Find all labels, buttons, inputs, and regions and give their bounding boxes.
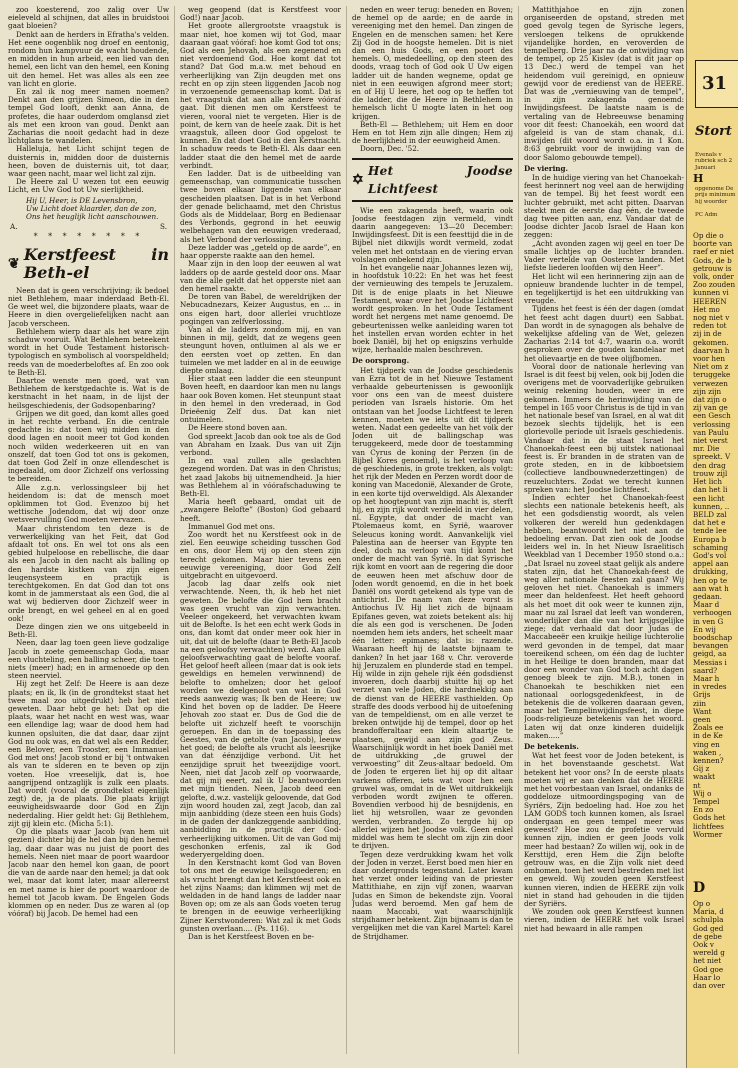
paragraph: In het evangelie naar Johannes lezen wij, in hoofdstuk 10:22: En het was het feest der vernieuwing des tempels te Jeruzalem. Dit is de enige plaats in het Nieuwe Testament, waar over het Joodse Lichtfeest wordt gesproken. In het Oude Testament wordt het nergens met name genoemd. De gebeurtenissen welke aanleiding waren tot het instellen ervan worden echter in het boek Daniël, bij het op enigszins verhulde wijze, herhaalde malen beschreven. (352, 263, 513, 355)
text-line: den drag (693, 460, 726, 470)
text-line: tende lee (693, 526, 727, 536)
text-line: En zo (693, 805, 714, 815)
text-line: Zoals ee (693, 723, 724, 733)
paragraph: Jacob lag daar zelfs ook niet verwachtende. Neen, th, ik heb het niet geweten. De belofte die God hem bracht was geen vrucht van zijn verwachten. Veeleer ongekeerd, het verwachten kwam uit de Belofte. Is het een echt werk Gods in ons, dan komt dat onder meer ook hier in uit, dat uit de belofte (daar te Beth-El Jacob na een geloofsy verwachten) werd. Aan alle geloofsverwachting gaat de belofte vooraf. Het geloof heeft alleen (maar dat is ook iets geweldigs en hemelen verwinnend) de belofte to omhelzen; door het geloof worden we deelgenoot van wat in God reeds aanwezig was; Ik ben de Heere; uw Kind het boven op de ladder. De Heere Jehovah zoo staat er. Dus de God die de belofte uit zichzelf heeft te voorschijn geroepen. En dan in de toepassing des Geestes, van de getolte (van Jacob), leeuw het goed; de belofte als vrucht als leesrijke van dat éénzijdige verbond. Uit het eenzijdige spruit het tweezijdige voort. Neen, niet dat Jacob zelf op voorwaarde, dat gij mij eeert, zal ik U beantwoorden met mijn tienden. Neen, Jacob deed een gelofte, d.w.z. vastelijk geloovende, dat God zijn woord houden zal, zegt Jacob, dan zal mijn aanbidding (deze steen een huis Gods) in de gaden der dankzeggende aanbidding, aanbidding in de practijk der God-verheerlijking uitkomen. Uit de van God mij geschonken erfenis, zal ik God wederyergelding doen. (180, 579, 341, 859)
adjacent-text (693, 900, 737, 990)
text-line: gekomen. (693, 337, 729, 347)
paragraph: Het groote allergrootste vraagstuk is maar niet, hoe komen wij tot God, maar daaraan gaat vóóraf: hoe komt God tot ons; God als een Jehovah, als een zegenend en niet verdoemend God. Hoe komt dat tot stand? Dat God m.a.w. met behoud en verheerlijking van Zijn deugden met ons recht en op zijn steen liggenden Jacob nog in verzoenende gemeenschap komt. Dat is het vraagstuk dat aan alle andere vóóraf gaat. Dit dienen men om Kerstfeest te vieren, vooral niet te vergeten. Hier is de point, de kern van de heele zaak. Dit is het vraagstuk, alleen door God opgelost te kunnen. En dat doet God in den Kerstnacht. In schaduw reeds te Beth-El. Als daar een ladder staat die den hemel met de aarde verbindt. (180, 21, 341, 170)
poem-line: Ons het heuglijk licht aanschouwen. (26, 212, 159, 222)
headline-kerstfeest-text: Kerstfeest in Beth-el (23, 244, 169, 282)
subheading-oorsprong: De oorsprong. (352, 356, 410, 366)
paragraph: Bethlehem wierp daar als het ware zijn schaduw vooruit. Wat Bethlehem beteekent wordt in het Oude Testament historisch-typologisch en symbolisch al voorspeldheld; reeds van de moederbeloftes af. En zoo ook te Beth-El. (8, 326, 169, 377)
paragraph: Tegen deze verdrukking kwam het volk der Joden in verzet. Eerst boed men hier en daar ondergronds tegenstand. Later kwam het verzet onder leiding van de priester Mattithiahe, en zijn vijf zonen, waarvan Judas en Simon de bekendste zijn. Vooral Judas werd beroemd. Men gaf hem de naam Maccabi, wat waarschijnlijk strijdhamer betekent. Zijn bijnaam is dan te vergelijken met die van Karel Martel: Karel de Strijdhamer. (352, 849, 513, 941)
text-line: zij in de (693, 329, 722, 339)
paragraph: Indien echter het Chanoekah-feest slechts een nationale betekenis heeft, als het een godsdienstig woordt, als velen volkeren der wereld hun gedenkdagen hebben, beantwoordt het niet aan de bedoeling ervan. Dat zien ook de Joodse leiders wel in. In het Nieuw Israelitisch Weekblad van 1 December 1950 stond o.a.: „Dat Israel nu zoveel staat gelijk als andere staten zijn, dat het Chanoekah-feest de weg aller nationale feesten zal gaan? Wij geloven het niet. Chanoekah is immers meer dan heldenfeest. Het heeft gehoord als het moet dit ook weer te kunnen zijn, maar nu zal Israel dat leeft van wonderen, wonderlijker dan die van het krijgsgelijke ziege; dat verhaald dat door Judas de Maccabeeër een kruikje heilige luchterolie werd gevonden in de tempel, dat maar toereikend scheen, om één dag de luchter in het Heilige te doen branden, maar dat door een wonder van God toch acht dagen genoeg bleek te zijn. M.B.), tonen in Chanoekah te beschikken niet een nationaal oorlogsgedenkfeest, in de betekenis die de volkeren daaraan geven, maar het Tempelinwijdingsfeest, in diepe Joods-religieuze betekenis van het woord. Laten wij dat onze kinderen duidelijk maken.....” (524, 492, 684, 740)
paragraph: In de huidige viering van het Chanoekah-feest herinnert nog veel aan de herwijding van de tempel. Bij het feest wordt een luchter gebruikt, met acht pitten. Daarvan steekt men de eerste dag één, de tweede dag twee pitten aan, enz. Vandaar dat de Joodse dichter Jacob Israel de Haan kon zeggen: (524, 173, 684, 240)
text-line: waakt (693, 772, 715, 782)
text-line: boorte van (693, 239, 733, 249)
text-line: dat het e (693, 518, 726, 528)
text-line: het niet (693, 956, 722, 966)
paragraph: Grijpen we dit goed, dan komt alles goed in het rechte verband. En die centrale gedachte is: dat toen wij midden in den dood lagen en nooit meer tot God konden noch wilden wederkeeren uit en van onszelf, dat toen God tot ons is gekomen, dat toen God Zelf in onze ellendeschet is ingedaald, om door Zichzelf ons verlossing te bereiden. (8, 408, 169, 484)
text-line: HEEREN (693, 296, 727, 306)
poem-line: Uw Licht doet klaarder, dan de zon, (26, 203, 157, 213)
paragraph: Deze dingen zien we ons uitgebeeld in Beth-El. (8, 622, 169, 640)
paragraph: Zoo wordt het nu Kerstfeest ook in de ziel. Een eeuwige scheiding tusschen God en ons, door Hem vij op den steen zijn terecht gekomen. Maar hier tevens een eeuwige vereeniging, door God Zelf uitgebracht en uitgevoerd. (180, 530, 341, 581)
text-line: kunnen, .. (693, 501, 730, 511)
text-line: verhoogen (693, 608, 732, 618)
paragraph: De Heere stond boven aan. (188, 423, 288, 433)
column-2 (180, 6, 341, 1054)
text-line: de gebe (693, 931, 722, 941)
paragraph: Wat het feest voor de Joden betekent, is in het bovenstaande geschetst. Wat betekent het voor ons? In de eerste plaats moeten wij er aan denken dat de HEERE met het voorbestaan van Israel, ondanks de goddeloze uitmoordingspoging van de Syriërs, Zijn bedoeling had. Hoe zou het LAM GODS toch kunnen komen, als Israel ondergaan en geen tempel meer was geweest? Hoe zou de profetie vervuld kunnen zijn, indien er geen Joods volk meer had bestaan? Zo willen wij, ook in de Kersttijd, eren Hem die Zijn belofte getrouw was, en die Zijn volk niet deed ombomen, toen het werd bestreden met list en geweld. Wij zouden geen Kerstfeest kunnen vieren, indien de HEERE zijn volk niet in stand had gehouden in die tijden der Syriërs. (524, 751, 684, 908)
adjacent-text (693, 232, 737, 839)
text-line: dan het li (693, 485, 728, 495)
paragraph: Van al de ladders zondom mij, en van binnen in mij, geldt, dat ze wegens geen steungunt hoven, ontluimen al als we er den eersten voet op zetten. En dan tuimelen we met ladder en al in de eeuwige diepte omlaag. (180, 324, 341, 375)
text-line: reden tot (693, 321, 727, 331)
text-line: niet verst (693, 436, 728, 446)
paragraph: „Acht avonden zagen wij geel en toer De smalle lichtjes op de luchter branden. Vader vertelde van Oosterse landen. Met liefste liederen loofden wij den Heer”. (524, 238, 684, 273)
text-line: wereld g (693, 948, 725, 958)
paragraph: weg geopend (dat is Kerstfeest voor God!) naar Jacob. (180, 6, 341, 23)
text-line: daarvan h (693, 345, 730, 355)
paragraph: Halleluja, het Licht schijnt tegen de duisternis in, midden door de duisternis heen, boven de duisternis uit, tot daar, waar geen nacht, maar wel licht zal zijn. (8, 144, 169, 179)
text-line: geigd, aa (693, 649, 727, 659)
text-line: trouw zijl (693, 468, 728, 478)
text-line: BELD zal (693, 509, 727, 519)
paragraph: Beth-El — Bethlehem; uit Hem en door Hem en tot Hem zijn alle dingen; Hem zij de heerlijkheid in der eeuwigheid Amen. (352, 119, 513, 146)
text-line: Niet om z (693, 362, 729, 372)
paragraph: We zouden ook geen Kerstfeest kunnen vieren, indien de HEERE het volk Israel niet had bewaard in alle rampen (524, 907, 684, 933)
paragraph: Op die plaats waar Jacob (van hem uit gezien) dichter bij de hel dan bij den hemel lag, daar daar was nu juist de poort des hemels. Neen niet maar de poort waardoor Jacob naar den hemel kon gaan, de poort die van de aarde naar den hemel; ja dat ook wel, maar dat komt later, maar allereerst en met name is hier de poort waardoor de hemel tot Jacob kwam. De Engelen Gods klommen op en neder. Dus ze waren al (op vóóraf) bij Jacob. De hemel had een (8, 827, 169, 919)
text-line: Maria, d (693, 907, 724, 917)
text-line: Haar lo (693, 972, 721, 982)
paragraph: In den Kerstnacht komt God van Boven tot ons met de eeuwige heilsgoederen; en als vrucht brengt dan het Kerstfeest ook en het zijns Naams; dan klimmen wij met de weldaden in de hand langs de ladder naar Boven op; om ze als aan Gods voeten terug te brengen in de eeuwige verheerlijking Zijner Kerstwonderen: Wat zal ik met Gods gunsten overlaan.... (Ps. 116). (180, 858, 341, 933)
paragraph: Alle z.g.n. verlossingsleer bij het heidendom is: dat de mensch moet opklimmen tot God. Evenzoo bij het wettische Jodendom, dat wij door onze wetsvervulling God moeten vervazen. (8, 482, 169, 525)
headline-kerstfeest (8, 246, 169, 282)
column-4-body (524, 6, 684, 162)
column-2-body (180, 6, 341, 941)
paragraph: neden en weer terug: beneden en Boven; de hemel op de aarde; en de aarde in vereeniging met den hemel. Dan zingen de Engelen en de menschen samen: het Kere Zij God in de hoogste hemelen. Dit is niet dan een huis Gods, en een poort des hemels. O, mededeelling, op den steen des doods, vraag toch of God ook U Uw eigen ladder uit de handen wegneme, opdat ge niet in een eeuwigen afgrond meer stort; en of Hij U leere, het oog op te heffen tot die ladder, die de Heere in Bethlehem in hemelsch licht U mogte laten in het oog krijgen. (352, 6, 513, 121)
text-line: Grijs (693, 690, 711, 700)
text-line: verlossing (693, 419, 731, 429)
column-divider (518, 6, 519, 1054)
paragraph: zoo koesterend, zoo zalig over Uw eieleveld al schijnen, dat alles in bruidstooi gaat bloeien? (8, 6, 169, 31)
poem-line: Hij U, Heer, is DE Levensbron, (26, 195, 138, 205)
text-line: Wormer (693, 829, 723, 839)
paragraph: Deze ladder was „geteld op de aarde”, en haar opperste raakte aan den hemel. (180, 242, 341, 261)
column-3-body-2 (352, 367, 513, 941)
paragraph: En zal ik nog meer namen noemen? Denkt aan den grijzen Simeon, die in den tempel God looft, denkt aan Anna, de profetes, die haar ouderdom omglansd ziet als met een kroon van goud. Denkt aan Zacharias die nooit gedacht had in deze lichtglans te wandelen. (8, 87, 169, 146)
text-line: Gods het (693, 813, 726, 823)
paragraph: God spreekt Jacob dan ook toe als de God van Abraham en Izaak. Dus van uit Zijn verbond. (180, 431, 341, 457)
text-line: teruggeke (693, 370, 731, 380)
text-line: Messias i (693, 657, 727, 667)
holly-ornament-icon: ❦ (8, 255, 20, 272)
paragraph: Maar christendom ten deze is de verwerkelijking van het Feit, dat God afdaalt tot ons. En wel tot ons als een gebied hulpeloose en rebellische, die daar als een Jacob in den nacht als balling op den hardste kistken van zijn eigen leugensysteem en practijk is terechtgekomen. En dat God dan tot ons komt in de jammerstaat als een God, die al wat wij bedierven door Zichzelf weer in orde brengt, en wel geheel en al en goed ook! (8, 523, 169, 623)
column-3 (352, 6, 513, 1054)
column-1 (8, 6, 169, 1054)
paragraph: Denkt aan de herders in Efratha's velden. Het eene oogenblik nog droef en eentonig, rondom hun kampvuur de wacht houdende, en midden in hun arbeid, een lied van den hemel, een licht van den hemel, een Koning uit den hemel. Het was alles als een zee van licht en glorie. (8, 29, 169, 88)
text-line: dan over (693, 981, 725, 991)
text-line: een Gesch (693, 411, 731, 421)
paragraph: Tijdens het feest is één der dagen (omdat het feest acht dagen duurt) een Sabbat. Dan wordt in de synagogen als behalve de wekelijkse afdeling van de Wet, gelezen Zacharias 2:14 tot 4:7, waarin o.a. wordt gesproken over de gouden kandelaar met het olievaartje en de twee olijfbomen. (524, 304, 684, 363)
paragraph: Hij zegt het Zelf: De Heere is aan deze plaats; en ik, lk (in de grondtekst staat het twee maal zoo uitgedrukt) heb het niet geweten. Daar hebt ge het: Dat op die plaats, waar het nacht en west was, waar een ellendige lag; waar de dood hem had kunnen opsluiten, die dat daar, daar zijnt God nu ook was, en dat wel als een Redder, een Belover, een Trooster, een Immanuel God met ons! Jacob stond er bij 't ontwaken als van te slderen en te beven op zijn voeten. Hoe vreeselijk, dat is, hoe aangrijpend ontzaglijk is zulk een plaats. Dat wordt (vooral de grondtekst eigenlijk zegt) de, ja de plaats. Die plaats krijgt eeuwigheidswaarde door God en Zijn nederdaling. Hier geldt het: Gij Bethlehem, zijt gij klein etc. (Micha 5:1). (8, 679, 169, 828)
text-line: En wij (693, 624, 716, 634)
adjacent-note: PC Adm (695, 212, 718, 218)
paragraph: Het tijdperk van de Joodse geschiedenis van Ezra tot de in het Nieuwe Testament verhaalde gebeurtenissen is gewoonlijk voor ons een van de meest duistere perioden van Israels historie. Om het ontstaan van het Joodse Lichtfeest te leren kennen, moeten we iets uit dit tijdperk weten. Nadat een gedeelte van het volk der Joden uit de ballingschap was teruggekeerd, mede door de toestamming van Cyrus de koning der Perzen (in de Bijbel Kores genoemd), is het verloop van de geschiedenis, in grote trekken, als volgt: het rijk der Meden en Perzen wordt door de koning van Macedonië, Alexander de Grote, in een korte tijd overweldigd. Als Alexander op het hoogtepunt van zijn macht is, sterft hij, en zijn rijk wordt verdeeld in vier delen, nl. Egypte, dat onder de macht van Ptolemaeus komt, en Syrië, waarover Seleucus koning wordt. Aanvankelijk viel Palestina aan de heerser van Egypte ten deel, doch na verloop van tijd komt het onder de macht van Syrië. In dat Syrische rijk komt en voort aan de regering die door de eeuwen heen met afschuw door de Joden wordt genoemd, en die in het boek Daniël ons wordt getekend als type van de antichrist. De naam van deze vorst is Antiochus IV. Hij liet zich de bijnaam Epifanes geven, wat zoiets betekent als: hij die als een god is verschenen. De Joden noemden hem iets anders, het scheelt maar één letter: epimanes; dat is: razende. Waaraan heeft hij de laatste bijnaam te danken? In het jaar 168 v. Chr. veroverde hij Jeruzalem en plunderde stad en tempel. Hij wilde in zijn gehele rijk één godsdienst invoeren, doch daarbij stuitte hij op het verzet van vele Joden, die hardnekkig aan de dienst van de HEERE vasthielden. Op straffe des doods verbood hij de uitoefening van de tempeldienst, om en alle verzet te breken ontwijde hij de tempel, door op het brandofferaltaar een klein altaartje te plaatsen, gewijd aan zijn god Zeus. Waarschijnlijk wordt in het boek Daniël met de uitdrukking „de gruwel der verwoesting” dit Zeus-altaar bedoeld. Om de Joden te ergeren liet hij op dit altaar varkens offeren, iets wat voor hen een gruwel was, omdat in de Wet uitdrukkelijk verboden wordt zwijnen te offeren. Bovendien verbood hij de besnijdenis, en liet hij wetsrollen, waar ze gevonden werden, verbranden. Zo tergde hij op allerlei wijzen het Joodse volk. Geen enkel middel was hem te slecht om zijn zin door te drijven. (352, 365, 513, 851)
paragraph: Mattithjahoe en zijn zonen organiseerden de opstand, streden met goed gevolg tegen de Syrische legers, versloegen telkens de oprukkende vijandelijke horden, en veroverden de tempelberg. Drie jaar na de ontwijding van de tempel, op 25 Kislev (dat is dit jaar op 13 Dec.) werd de tempel van het heidendom vuil gereinigd, en opnieuw gewijd voor de eredienst van de HEERE. Dat was de „vernieuwing van de tempel”, in zijn zakagenda genoemd: Inwijdingsfeest. De laatste naam is de vertaling van de Hebreeuwse benaming voor dit feest: Chanoekáh, een woord dat afgeleid is van de stam chanak, d.i. inwijden (dit woord wordt o.a. in 1 Kon. 8:63 gebruikt voor de inwijding van de door Salomo gebouwde tempel). (524, 6, 684, 162)
text-line: kunnen vi (693, 288, 729, 298)
paragraph: Neen dat is geen verschrijving; ik bedoel niet Bethlehem, maar inderdaad Beth-El. Ge weet wel, die bijzondere plaats, waar de Heere in dien overgeliefelijken nacht aan Jacob verscheen. (8, 285, 169, 328)
text-line: God goe (693, 964, 724, 974)
text-line: aan wat h (693, 583, 729, 593)
paragraph: Immanuel God met ons. (188, 521, 275, 531)
text-line: dat zijn o (693, 395, 727, 405)
text-line: lichtfees (693, 821, 724, 831)
text-line: in ven G (693, 616, 724, 626)
text-line: Want (693, 706, 712, 716)
text-line: in de Ke (693, 731, 723, 741)
text-line: Het lich (693, 477, 722, 487)
column-1-body (8, 287, 169, 919)
adjacent-heading: D (693, 880, 706, 896)
paragraph: De toren van Babel, de wereldrijken der Nebucadnezars, Keizer Augustus, en ... in ons eigen hart, door allerlei vruchtloze pogingen van zelfverlossing. (180, 292, 341, 326)
text-line: Gods, de b (693, 255, 732, 265)
column-3-body (352, 207, 513, 355)
text-line: geen (693, 714, 711, 724)
column-4-body-2 (524, 174, 684, 740)
text-line: God's vol (693, 550, 727, 560)
paragraph: De Heere zal U wezen tot een eeuwig Licht, en Uw God tot Uw sierlijkheid. (8, 177, 169, 195)
text-line: Op o (693, 899, 711, 908)
column-divider (346, 6, 347, 1054)
text-line: nt (693, 780, 701, 790)
text-line: voor hen (693, 354, 725, 364)
date-box (695, 60, 738, 108)
text-line: in vredes (693, 682, 727, 692)
signature (10, 223, 167, 231)
adjacent-note: Evenals v rubriek sch 2 Januari (695, 152, 733, 171)
text-line: Maar h (693, 673, 720, 683)
paragraph: Hier staat een ladder die een steunpunt Boven heeft, en daardoor kan men nu langs haar ook Boven komen. Het steunpunt staat in den hemel in den vrederaad, in God Drieëenig Zelf dus. Dat kan niet ontuimelen. (180, 374, 341, 425)
paragraph: Doorn, Dec. '52. (360, 144, 420, 154)
text-line: Tempel (693, 797, 720, 807)
text-line: hen op te (693, 575, 728, 585)
text-line: bevangen (693, 641, 729, 651)
text-line: drukking, (693, 567, 729, 577)
separator-stars: * * * * * * * * (33, 232, 144, 242)
paragraph: Neen, daar lag toen geen lieve godzalige Jacob in zoete gemeenschap Goda, maar een vluchteling, een balling scheer, die toen niets (meer) had; en in armenoede op den steen neerviel. (8, 638, 169, 681)
text-line: boodschap (693, 632, 733, 642)
text-line: kennen? (693, 756, 724, 765)
text-line: volk, onder (693, 272, 734, 282)
column-divider (174, 6, 175, 1054)
adjacent-heading: H (693, 172, 704, 185)
text-line: schulpla (693, 915, 724, 925)
paragraph: Vooral door de nationale herleving van Israel is dit feest bij velen, ook bij Joden die overigens met de voorvaderlijke gebruiken weinig rekening houden, weer in ere gekomen. Immers de herinwijding van de tempel in 165 voor Christus is de tijd in van het nationale besef van Israel, en al wat dit bezoek slechts tijdelijk, het is een glorievolle periode uit Israels geschiedenis. Vandaar dat in de staat Israel het Chanoekah-feest een bij uitstek nationaal feest is. Er branden in de straten van de grote steden, en in de kibboetsiem (collectieve landbouwnederzettingen) de reuzeluchters. Zodat we terecht kunnen spreken van: het Joodse lichtfeest. (524, 361, 684, 494)
column-4-body-3 (524, 752, 684, 932)
menorah-ornament-icon: ✡ (352, 171, 365, 188)
text-line: Op die o (693, 231, 724, 240)
text-line: waken , (693, 747, 722, 757)
column-4 (524, 6, 684, 1054)
text-line: spreekt. V (693, 452, 731, 462)
text-line: nog niet v (693, 313, 730, 323)
text-line: verwezen (693, 378, 728, 388)
text-line: appel aan (693, 559, 729, 569)
paragraph: Daartoe wenste men goed, wat van Bethlehem de kerstgedachte is. Wat is de kerstnacht in het naam, in de lijst der heilsgeschiedenis, der Godsopenbaring? (8, 375, 169, 410)
subheading-betekenis: De betekenis. (524, 742, 579, 752)
text-line: Ook v (693, 940, 714, 950)
adjacent-page (686, 0, 738, 1068)
signature-left: A. (10, 222, 18, 232)
headline-lichtfeest (352, 158, 513, 202)
text-line: Europa b (693, 534, 727, 544)
adjacent-page-title: Stort (695, 124, 732, 139)
text-line: Gij z (693, 764, 710, 774)
text-line: Maar d (693, 600, 720, 610)
poem (26, 197, 169, 222)
text-line: zijn zijn (693, 386, 722, 396)
text-line: gedaan. (693, 591, 722, 601)
adjacent-note: opgenome De prijs minimum hij woorder (695, 186, 736, 205)
paragraph: In en vaal zullen alle geslachten gezegend worden. Dat was in den Christus; het zaad Jakobs bij uitnemendheid. Ja hier was Bethlehem al in vóórafschaduwing te Beth-El. (180, 456, 341, 498)
text-line: Het mo (693, 304, 720, 314)
text-line: raef er niet (693, 247, 734, 257)
subheading-viering: De viering. (524, 163, 569, 173)
text-line: mr. Die (693, 444, 720, 454)
column-3-intro (352, 6, 513, 154)
text-line: zij van ge (693, 403, 728, 413)
text-line: van Paulu (693, 427, 729, 437)
column-1-intro (8, 6, 169, 195)
text-line: God ged (693, 923, 724, 933)
paragraph: Maria heeft gebaard, omdat uit de „zwangere Belofte” (Boston) God gebaard heeft. (180, 497, 341, 523)
paragraph: Dan is het Kerstfeest Boven en be- (188, 931, 315, 941)
paragraph: Maar zijn in den loop der eeuwen al wat ladders op de aarde gesteld door ons. Maar van die alle geldt dat het opperste niet aan den hemel raakte. (180, 259, 341, 293)
date-number: 31 (702, 73, 728, 94)
text-line: Zoo zouden (693, 280, 736, 290)
text-line: ziin (693, 698, 707, 708)
paragraph: Een ladder. Dat is de uitbeelding van gemeenschap, van communicatie tusschen twee boven elkaar liggende van elkaar gescheiden plaatsen. Dat is in het Verbond der genade belichaamd, met den Christus Gods als de Middelaar, Borg en Bedienaar des Verbonds, gegrond in het eeuwig welbehagen van den eeuwigen vrederaad, als het Verbond der verlossing. (180, 169, 341, 244)
text-line: saard? (693, 665, 718, 675)
paragraph: Het licht wil een herinnering zijn aan de opnieuw brandende luchter in de tempel, en tegelijkertijd is het een uitdrukking van vreugde. (524, 271, 684, 306)
signature-right: S. (160, 222, 167, 232)
paragraph: Wie een zakagenda heeft, waarin ook Joodse feestdagen zijn vermeld, vindt daarin aangegeven: 13—20 December: Inwijdingsfeest. Dit is een feesttijd die in de Bijbel niet dikwijls wordt vermeld, zodat velen met het ontstaan en de viering ervan volslagen onbekend zijn. (352, 205, 513, 264)
text-line: getrouw is (693, 263, 732, 273)
text-line: Wij o (693, 788, 712, 798)
headline-lichtfeest-text: Het Joodse Lichtfeest (368, 163, 513, 196)
text-line: ving en (693, 739, 720, 749)
text-line: een licht (693, 493, 725, 503)
text-line: schaming (693, 542, 728, 552)
